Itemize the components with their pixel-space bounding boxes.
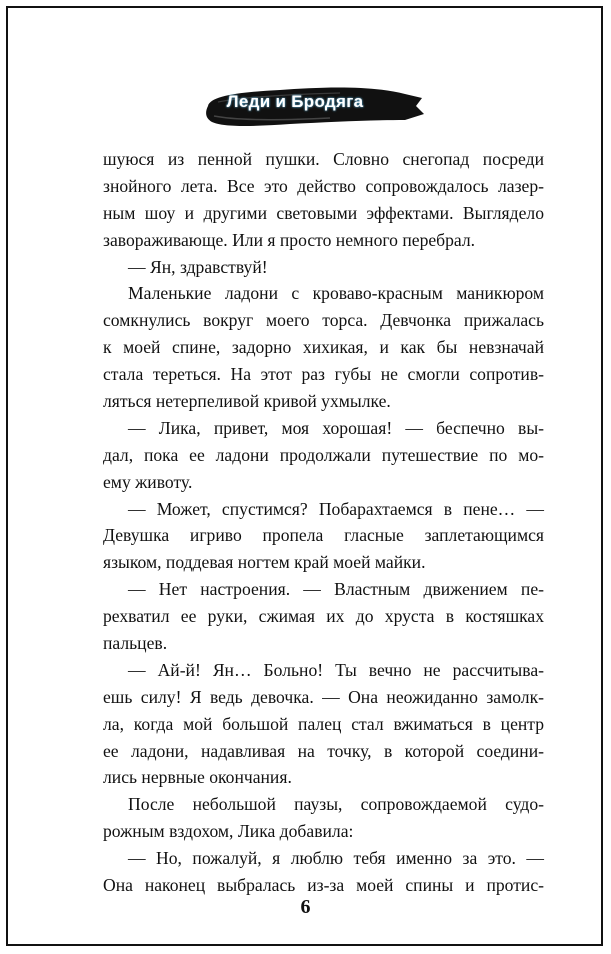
text-line: ляться нетерпеливой кривой ухмылке. <box>103 391 391 412</box>
paragraph <box>103 791 544 845</box>
text-line: Маленькие ладони с кроваво-красным маникюром <box>128 283 544 304</box>
text-line: к моей спине, задорно хихикая, и как бы невзначай <box>103 337 544 358</box>
text-line: ее ладони, надавливая на точку, в которой соедини- <box>103 740 544 761</box>
paragraph <box>103 280 544 414</box>
paragraph <box>103 657 544 791</box>
body-text <box>103 146 544 899</box>
text-line: После небольшой паузы, сопровождаемой судо- <box>128 794 544 815</box>
paragraph <box>103 254 544 281</box>
text-line: ным шоу и другими световыми эффектами. Выглядело <box>103 202 544 223</box>
text-line: — Лика, привет, моя хорошая! — беспечно вы- <box>128 417 544 438</box>
text-line: — Ай-й! Ян… Больно! Ты вечно не рассчитыва- <box>128 659 544 680</box>
text-line: шуюся из пенной пушки. Словно снегопад посреди <box>103 149 544 169</box>
paragraph <box>103 576 544 657</box>
text-line: рехватил ее руки, сжимая их до хруста в костяшках <box>103 606 544 627</box>
text-line: знойного лета. Все это действо сопровождалось лазер- <box>103 175 544 196</box>
text-line: пальцев. <box>103 633 168 654</box>
running-header <box>200 76 425 132</box>
text-line: лись нервные окончания. <box>103 767 292 788</box>
text-line: — Может, спустимся? Побарахтаемся в пене… — <box>128 498 544 519</box>
text-line: ему животу. <box>103 471 193 492</box>
text-line: Девушка игриво пропела гласные заплетающимся <box>103 525 544 546</box>
text-line: ла, когда мой большой палец стал вжиматься в центр <box>103 713 544 734</box>
text-line: — Но, пожалуй, я люблю тебя именно за это. — <box>128 848 544 869</box>
text-line: завораживающе. Или я просто немного перебрал. <box>103 229 476 250</box>
text-line: рожным вздохом, Лика добавила: <box>103 821 354 842</box>
paragraph <box>103 845 544 899</box>
paragraph <box>103 496 544 577</box>
text-line: стала тереться. На этот раз губы не смогли сопротив- <box>103 364 544 385</box>
book-title: Леди и Бродяга <box>226 92 364 111</box>
paragraph <box>103 415 544 496</box>
text-line: — Ян, здравствуй! <box>128 256 268 277</box>
text-line: сомкнулись вокруг моего торса. Девчонка прижалась <box>103 310 544 331</box>
text-line: — Нет настроения. — Властным движением пе- <box>128 579 544 600</box>
text-line: дал, пока ее ладони продолжали путешествие по мо- <box>103 444 544 465</box>
paragraph <box>103 146 544 254</box>
text-line: ешь силу! Я ведь девочка. — Она неожиданно замолк- <box>103 686 544 707</box>
text-line: Она наконец выбралась из-за моей спины и протис- <box>103 875 544 896</box>
text-line: языком, поддевая ногтем край моей майки. <box>103 552 426 573</box>
page-number: 6 <box>300 896 311 918</box>
